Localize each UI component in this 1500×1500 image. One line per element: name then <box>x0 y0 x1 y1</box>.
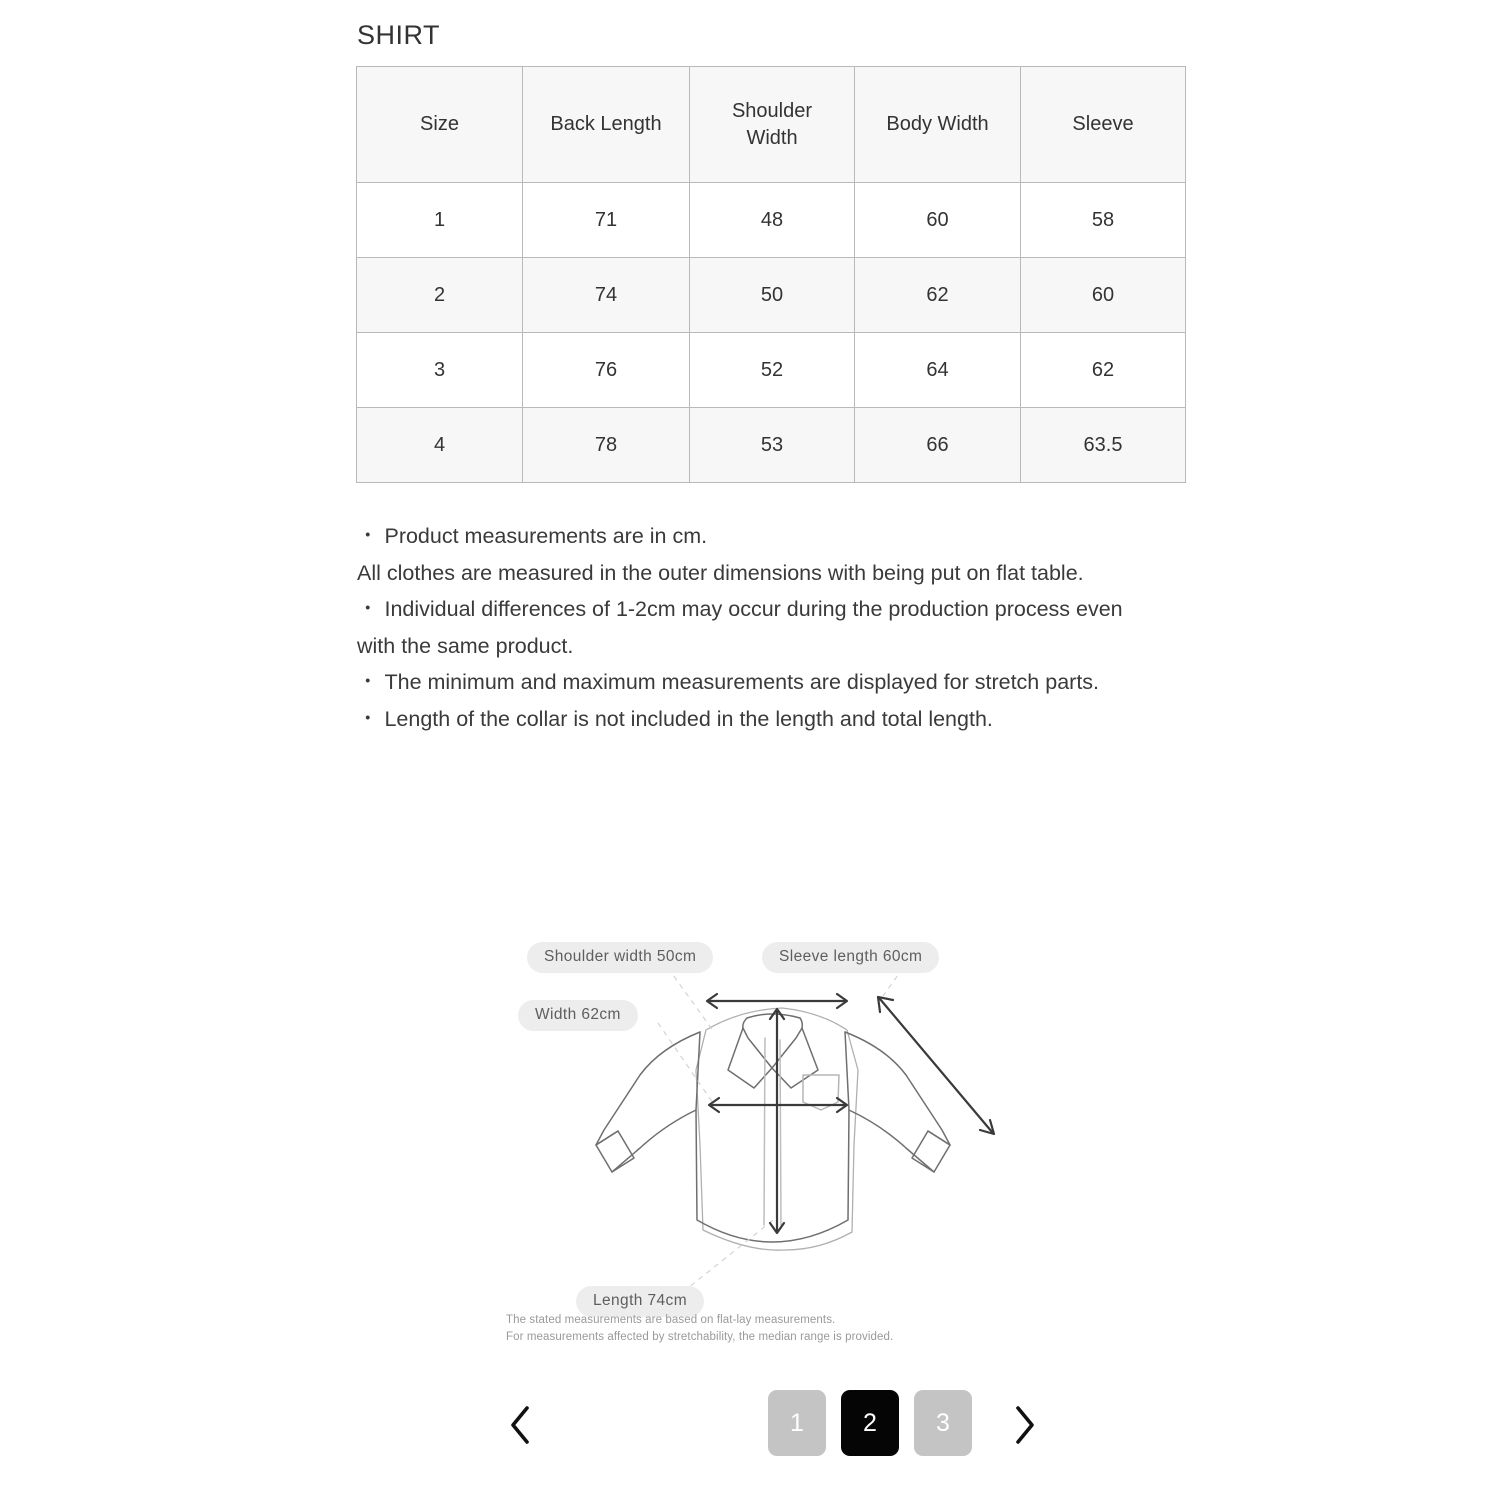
column-header-sleeve <box>1021 67 1186 183</box>
caption-line-2: For measurements affected by stretchability, the median range is provided. <box>506 1331 894 1343</box>
size-chart-table <box>356 66 1186 483</box>
label-width: Width 62cm <box>518 1000 638 1031</box>
column-header-size <box>357 67 523 183</box>
label-length: Length 74cm <box>576 1286 704 1317</box>
table-body <box>357 183 1186 483</box>
pagination-page-1[interactable]: 1 <box>768 1390 826 1456</box>
cell-back-length: 78 <box>523 408 690 483</box>
cell-sleeve: 62 <box>1021 333 1186 408</box>
pagination-page-3[interactable]: 3 <box>914 1390 972 1456</box>
label-sleeve-length: Sleeve length 60cm <box>762 942 939 973</box>
pagination <box>0 1385 1500 1475</box>
cell-sleeve: 58 <box>1021 183 1186 258</box>
note-line-4: ・ The minimum and maximum measurements are displayed for stretch parts. <box>357 670 1100 694</box>
caption-line-1: The stated measurements are based on flat-lay measurements. <box>506 1314 836 1326</box>
table-row <box>357 258 1186 333</box>
cell-back-length: 74 <box>523 258 690 333</box>
cell-size: 3 <box>357 333 523 408</box>
column-header-body-width-label: Body Width <box>886 113 989 135</box>
chevron-right-icon <box>1012 1403 1038 1447</box>
pagination-page-2[interactable]: 2 <box>841 1390 899 1456</box>
measurement-notes <box>357 518 1157 737</box>
note-line-1: ・ Product measurements are in cm. <box>357 524 708 548</box>
pagination-prev-button[interactable] <box>490 1385 550 1465</box>
pagination-next-button[interactable] <box>995 1385 1055 1465</box>
cell-body-width: 66 <box>855 408 1021 483</box>
cell-back-length: 76 <box>523 333 690 408</box>
note-line-2: All clothes are measured in the outer dimensions with being put on flat table. <box>357 560 1084 585</box>
cell-shoulder-width: 48 <box>690 183 855 258</box>
cell-shoulder-width: 50 <box>690 258 855 333</box>
column-header-sleeve-label: Sleeve <box>1072 113 1134 135</box>
pagination-page-list <box>768 1390 972 1456</box>
shirt-outline <box>596 1014 950 1242</box>
measurement-arrows <box>707 994 994 1233</box>
column-header-back-length <box>523 67 690 183</box>
cell-size: 1 <box>357 183 523 258</box>
cell-body-width: 62 <box>855 258 1021 333</box>
chevron-left-icon <box>507 1403 533 1447</box>
cell-size: 2 <box>357 258 523 333</box>
cell-sleeve: 60 <box>1021 258 1186 333</box>
page-title: SHIRT <box>357 20 441 50</box>
sleeve-arrow-line <box>880 999 992 1132</box>
column-header-shoulder-width-line2: Width <box>746 126 798 149</box>
cell-sleeve: 63.5 <box>1021 408 1186 483</box>
cell-shoulder-width: 53 <box>690 408 855 483</box>
label-shoulder-width: Shoulder width 50cm <box>527 942 713 973</box>
column-header-shoulder-width-line1: Shoulder <box>731 99 813 122</box>
shirt-illustration-svg <box>500 920 1030 1340</box>
cell-back-length: 71 <box>523 183 690 258</box>
table-row <box>357 408 1186 483</box>
cell-body-width: 64 <box>855 333 1021 408</box>
cell-body-width: 60 <box>855 183 1021 258</box>
cell-shoulder-width: 52 <box>690 333 855 408</box>
column-header-back-length-label: Back Length <box>550 113 662 135</box>
note-line-3: ・ Individual differences of 1-2cm may occur during the production process even with the same product. <box>357 597 1123 658</box>
cell-size: 4 <box>357 408 523 483</box>
column-header-shoulder-width <box>690 67 855 183</box>
shirt-measurement-diagram <box>500 920 1030 1340</box>
table-header-row <box>357 67 1186 183</box>
table-row <box>357 183 1186 258</box>
column-header-body-width <box>855 67 1021 183</box>
table-header <box>357 67 1186 183</box>
diagram-caption <box>506 1312 893 1346</box>
column-header-size-label: Size <box>420 113 459 135</box>
table-row <box>357 333 1186 408</box>
note-line-5: ・ Length of the collar is not included in the length and total length. <box>357 706 993 731</box>
